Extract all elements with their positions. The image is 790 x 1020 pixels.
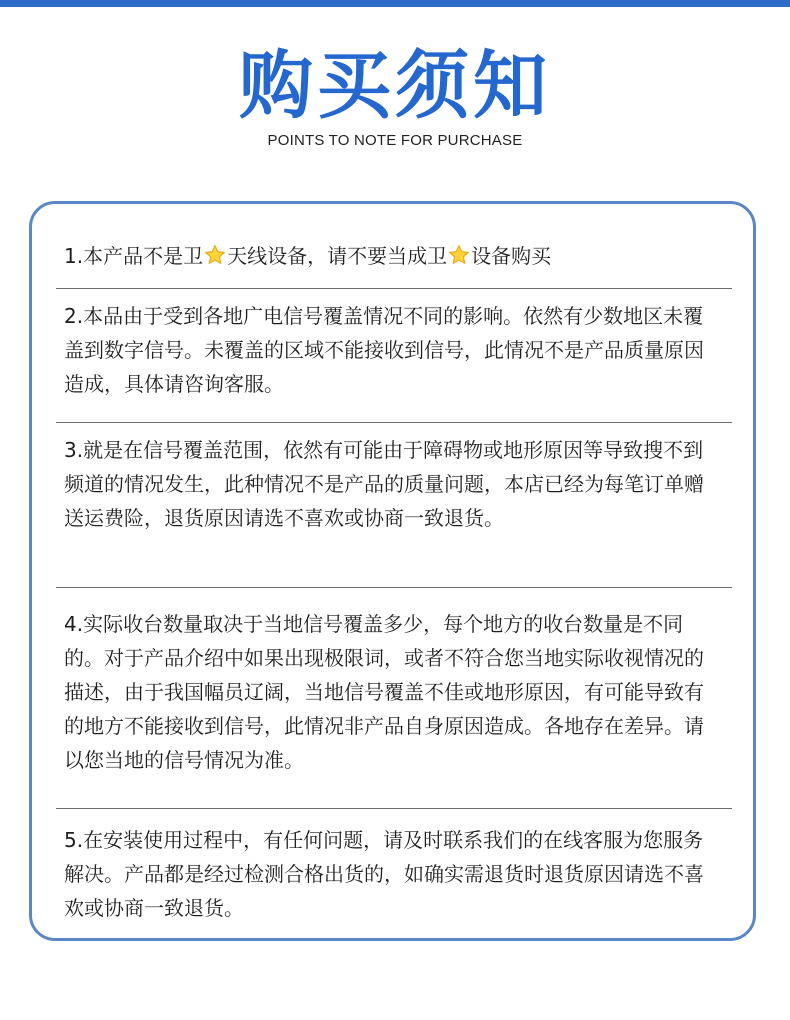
divider bbox=[56, 587, 732, 588]
note-1-text-part-3: 设备购买 bbox=[471, 244, 552, 268]
page-title: 购买须知 bbox=[239, 43, 551, 129]
star-icon bbox=[448, 244, 470, 266]
star-icon bbox=[204, 244, 226, 266]
divider bbox=[56, 288, 732, 289]
page-subtitle: POINTS TO NOTE FOR PURCHASE bbox=[267, 132, 523, 149]
divider bbox=[56, 422, 732, 423]
note-item-4: 4.实际收台数量取决于当地信号覆盖多少，每个地方的收台数量是不同的。对于产品介绍中如果出现极限词，或者不符合您当地实际收视情况的描述，由于我国幅员辽阔，当地信号覆盖不佳或地形原因，有可能导致有的地方不能接收到信号，此情况非产品自身原因造成。各地存在差异。请以您当地的信号情况为准。 bbox=[64, 612, 704, 772]
top-accent-bar bbox=[0, 0, 790, 7]
note-1-text-part-1: 1.本产品不是卫 bbox=[64, 244, 204, 268]
note-item-5: 5.在安装使用过程中，有任何问题，请及时联系我们的在线客服为您服务解决。产品都是经过检测合格出货的，如确实需退货时退货原因请选不喜欢或协商一致退货。 bbox=[64, 828, 704, 920]
divider bbox=[56, 808, 732, 809]
note-1-text-part-2: 天线设备，请不要当成卫 bbox=[227, 244, 448, 268]
note-item-2: 2.本品由于受到各地广电信号覆盖情况不同的影响。依然有少数地区未覆盖到数字信号。未覆盖的区域不能接收到信号，此情况不是产品质量原因造成，具体请咨询客服。 bbox=[64, 304, 704, 396]
note-item-3: 3.就是在信号覆盖范围，依然有可能由于障碍物或地形原因等导致搜不到频道的情况发生，此种情况不是产品的质量问题，本店已经为每笔订单赠送运费险，退货原因请选不喜欢或协商一致退货。 bbox=[64, 438, 704, 530]
note-item-1 bbox=[64, 239, 714, 273]
notes-card bbox=[29, 201, 756, 941]
